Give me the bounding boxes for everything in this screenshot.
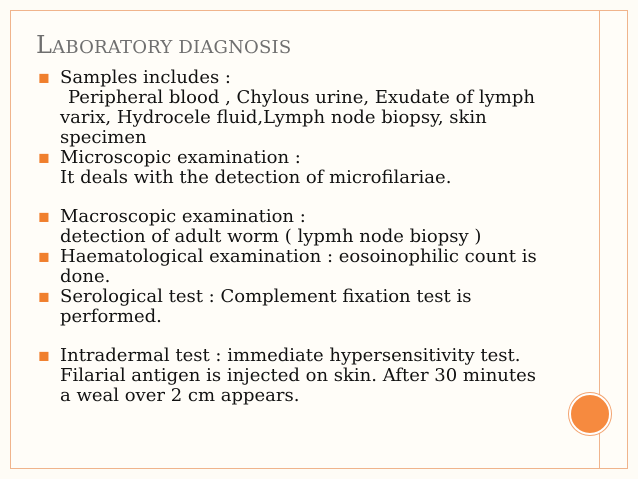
item-line: Microscopic examination :: [60, 147, 301, 168]
orange-square-bullet-icon: ◼: [38, 70, 50, 86]
item-line: Haematological examination : eosoinophilic count is: [60, 246, 537, 267]
spacer: [38, 188, 578, 207]
list-item-intradermal: [38, 346, 578, 406]
item-line: performed.: [60, 306, 162, 327]
title-initial: L: [36, 31, 53, 59]
orange-square-bullet-icon: ◼: [38, 150, 50, 166]
item-line: detection of adult worm ( lypmh node biopsy ): [60, 226, 482, 247]
item-line: a weal over 2 cm appears.: [60, 385, 300, 406]
title-rest: ABORATORY DIAGNOSIS: [52, 37, 292, 58]
item-line: Samples includes :: [60, 67, 231, 88]
orange-square-bullet-icon: ◼: [38, 209, 50, 225]
item-line: Peripheral blood , Chylous urine, Exudate of lymph: [68, 87, 535, 108]
item-line: Filarial antigen is injected on skin. After 30 minutes: [60, 365, 537, 386]
list-item-samples: [38, 68, 578, 148]
list-item-microscopic: [38, 148, 578, 188]
slide-title: [36, 31, 291, 59]
item-line: varix, Hydrocele fluid,Lymph node biopsy, skin: [60, 107, 487, 128]
item-line: done.: [60, 266, 111, 287]
orange-square-bullet-icon: ◼: [38, 249, 50, 265]
orange-square-bullet-icon: ◼: [38, 289, 50, 305]
list-item-serological: [38, 287, 578, 327]
orange-square-bullet-icon: ◼: [38, 348, 50, 364]
list-item-haematological: [38, 247, 578, 287]
spacer: [38, 327, 578, 346]
item-line: specimen: [60, 127, 147, 148]
list-item-macroscopic: [38, 207, 578, 247]
item-line: Serological test : Complement fixation test is: [60, 286, 472, 307]
item-line: Macroscopic examination :: [60, 206, 306, 227]
item-line: It deals with the detection of microfilariae.: [60, 167, 452, 188]
item-line: Intradermal test : immediate hypersensitivity test.: [60, 345, 521, 366]
bullet-list: [38, 68, 578, 406]
